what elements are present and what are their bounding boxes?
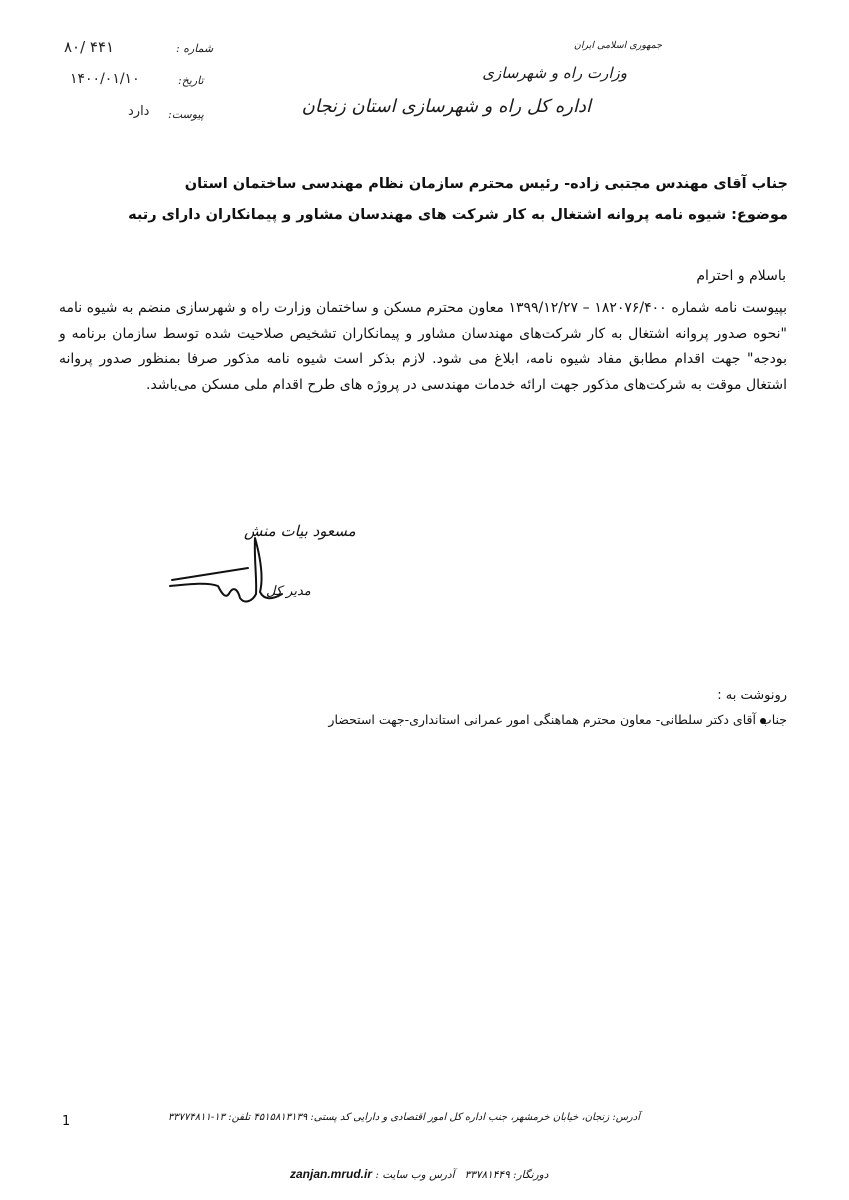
letterhead-republic: جمهوری اسلامی ایران [573, 40, 662, 51]
letterhead-directorate: اداره کل راه و شهرسازی استان زنجان [301, 96, 591, 117]
footer-web-label: آدرس وب سایت : [375, 1169, 455, 1181]
page-number: 1 [62, 1114, 71, 1129]
number-label: شماره : [176, 42, 214, 55]
footer-web [290, 1167, 548, 1181]
footer-web-url[interactable]: zanjan.mrud.ir [290, 1167, 373, 1181]
copy-label: رونوشت به : [717, 688, 787, 703]
number-value: ۸۰/ ۴۴۱ [64, 38, 115, 56]
date-value: ۱۴۰۰/۰۱/۱۰ [70, 71, 140, 87]
signature-scribble-icon [160, 528, 290, 618]
copy-recipient: جناب آقای دکتر سلطانی- معاون محترم هماهنگی امور عمرانی استانداری-جهت استحضار [328, 712, 787, 727]
footer-address: آدرس: زنجان، خیابان خرمشهر، جنب اداره کل امور اقتصادی و دارایی کد پستی: ۴۵۱۵۸۱۳۱۳۹ تلفن: ۱۳-۳۳۷۷۴۸۱۱ [167, 1112, 640, 1123]
subject: موضوع: شیوه نامه پروانه اشتغال به کار شرکت های مهندسان مشاور و پیمانکاران دارای رتبه [128, 207, 788, 223]
signatory-name: مسعود بیات منش [244, 522, 356, 540]
attachment-value: دارد [128, 104, 150, 119]
letterhead-ministry: وزارت راه و شهرسازی [482, 64, 627, 82]
signatory-title: مدیر کل [266, 584, 311, 599]
addressee: جناب آقای مهندس مجتبی زاده- رئیس محترم سازمان نظام مهندسی ساختمان استان [184, 176, 788, 192]
date-label: تاریخ: [178, 74, 204, 87]
footer-fax: دورنگار: ۳۳۷۸۱۴۴۹ [464, 1169, 549, 1181]
attachment-label: پیوست: [168, 108, 204, 121]
body-paragraph: بپیوست نامه شماره ۱۸۲۰۷۶/۴۰۰ – ۱۳۹۹/۱۲/۲۷ معاون محترم مسکن و ساختمان وزارت راه و شهرسازی منضم به شیوه نامه "نحوه صدور پروانه اشتغال به کار شرکت‌های مهندسان مشاور و پیمانکاران تشخیص صلاحیت شده توسط سازمان برنامه و بودجه" جهت اقدام مطابق مفاد شیوه نامه، ابلاغ می شود. لازم بذکر است شیوه نامه مذکور صرفا بمنظور صدور پروانه اشتغال موقت به شرکت‌های مذکور جهت ارائه خدمات مهندسی در پروژه های طرح اقدام ملی مسکن می‌باشد. [59, 300, 787, 393]
greeting: باسلام و احترام [696, 268, 786, 284]
